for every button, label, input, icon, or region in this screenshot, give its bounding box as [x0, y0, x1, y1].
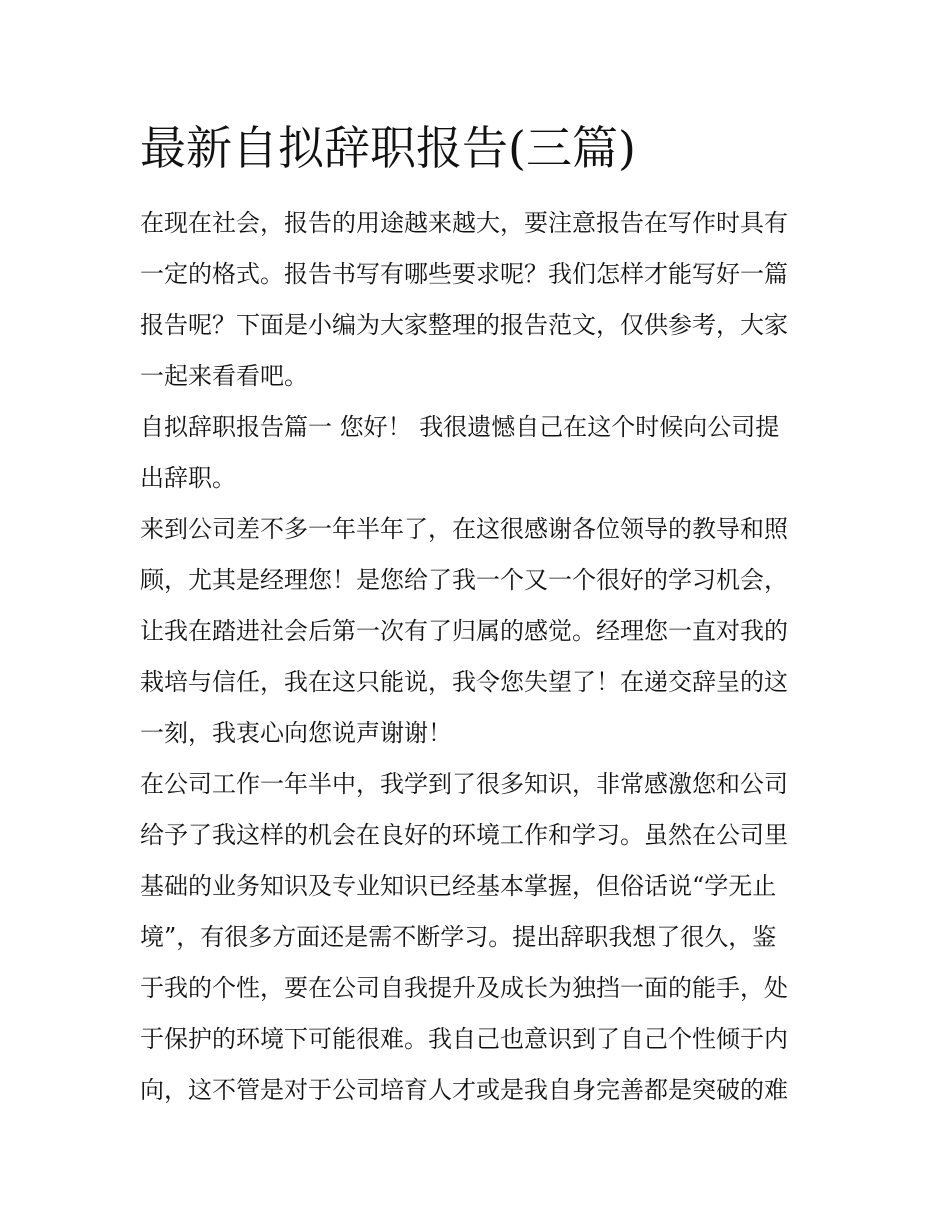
text-line: 一起来看看吧。: [140, 362, 308, 390]
text-line: 自拟辞职报告篇一 您好！ 我很遗憾自己在这个时候向公司提: [140, 413, 780, 441]
text-line: 让我在踏进社会后第一次有了归属的感觉。经理您一直对我的: [140, 617, 788, 645]
document-body: [140, 198, 820, 1116]
text-line: 栽培与信任，我在这只能说，我令您失望了！在递交辞呈的这: [140, 668, 788, 696]
text-line: 来到公司差不多一年半年了，在这很感谢各位领导的教导和照: [140, 515, 788, 543]
document-title: 最新自拟辞职报告(三篇): [140, 121, 636, 175]
text-line: 向，这不管是对于公司培育人才或是我自身完善都是突破的难: [140, 1076, 788, 1104]
text-line: 一定的格式。报告书写有哪些要求呢？我们怎样才能写好一篇: [140, 260, 788, 288]
text-line: 基础的业务知识及专业知识已经基本掌握，但俗话说“学无止: [140, 872, 777, 900]
text-line: 一刻，我衷心向您说声谢谢！: [140, 719, 452, 747]
text-line: 于我的个性，要在公司自我提升及成长为独挡一面的能手，处: [140, 974, 788, 1002]
text-line: 在现在社会，报告的用途越来越大，要注意报告在写作时具有: [140, 209, 788, 237]
text-line: 于保护的环境下可能很难。我自己也意识到了自己个性倾于内: [140, 1025, 788, 1053]
text-line: 境”，有很多方面还是需不断学习。提出辞职我想了很久，鉴: [140, 923, 777, 951]
text-line: 在公司工作一年半中，我学到了很多知识，非常感激您和公司: [140, 770, 788, 798]
text-line: 出辞职。: [140, 464, 236, 492]
text-line: 给予了我这样的机会在良好的环境工作和学习。虽然在公司里: [140, 821, 788, 849]
text-line: 顾，尤其是经理您！是您给了我一个又一个很好的学习机会，: [140, 566, 788, 594]
text-line: 报告呢？下面是小编为大家整理的报告范文，仅供参考，大家: [140, 311, 788, 339]
